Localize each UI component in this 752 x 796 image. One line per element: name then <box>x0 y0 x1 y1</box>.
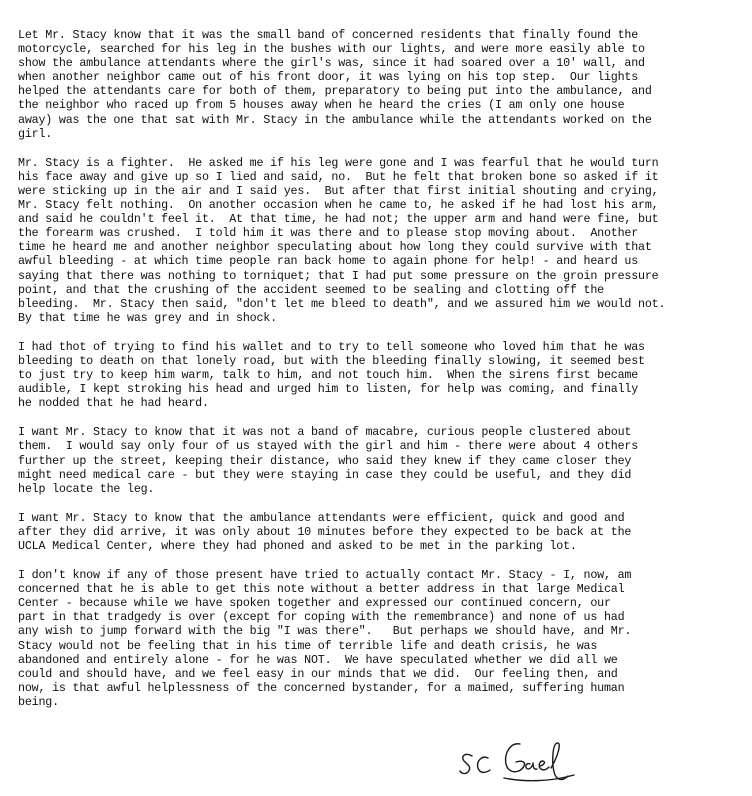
text-line: being. <box>18 694 59 709</box>
text-line: time he heard me and another neighbor speculating about how long they could survive with that <box>18 240 652 255</box>
text-line: might need medical care - but they were staying in case they could be useful, and they did <box>18 467 632 482</box>
text-line: concerned that he is able to get this note without a better address in that large Medical <box>18 582 625 597</box>
text-line: I want Mr. Stacy to know that it was not a band of macabre, curious people clustered about <box>18 425 632 440</box>
text-line: away) was the one that sat with Mr. Stacy in the ambulance while the attendants worked on the <box>18 112 652 127</box>
text-line: helped the attendants care for both of them, preparatory to being put into the ambulance, and <box>18 84 652 99</box>
letter-body <box>18 28 734 724</box>
paragraph-3 <box>18 340 734 410</box>
paragraph-2 <box>18 156 734 325</box>
paragraph-5 <box>18 511 734 553</box>
text-line: I had thot of trying to find his wallet and to try to tell someone who loved him that he was <box>18 339 645 354</box>
text-line: Let Mr. Stacy know that it was the small band of concerned residents that finally found the <box>18 28 639 42</box>
text-line: further up the street, keeping their distance, who said they knew if they came closer they <box>18 453 632 468</box>
text-line: his face away and give up so I lied and said, no. But he felt that broken bone so asked if it <box>18 169 659 184</box>
text-line: after they did arrive, it was only about 10 minutes before they expected to be back at the <box>18 524 632 539</box>
text-line: were sticking up in the air and I said yes. But after that first initial shouting and crying, <box>18 183 659 198</box>
text-line: I want Mr. Stacy to know that the ambulance attendants were efficient, quick and good and <box>18 510 625 525</box>
text-line: bleeding to death on that lonely road, but with the bleeding finally slowing, it seemed best <box>18 353 645 368</box>
paragraph-6 <box>18 568 734 709</box>
text-line: them. I would say only four of us stayed with the girl and him - there were about 4 others <box>18 439 639 454</box>
text-line: Mr. Stacy is a fighter. He asked me if his leg were gone and I was fearful that he would turn <box>18 155 659 170</box>
text-line: girl. <box>18 126 53 141</box>
text-line: help locate the leg. <box>18 481 155 496</box>
text-line: show the ambulance attendants where the girl's was, since it had soared over a 10' wall, and <box>18 56 645 71</box>
text-line: part in that tradgedy is over (except for coping with the remembrance) and none of us had <box>18 610 625 625</box>
text-line: I don't know if any of those present have tried to actually contact Mr. Stacy - I, now, am <box>18 568 632 583</box>
text-line: and said he couldn't feel it. At that time, he had not; the upper arm and hand were fine, but <box>18 212 659 227</box>
text-line: Center - because while we have spoken together and expressed our continued concern, our <box>18 596 611 611</box>
text-line: now, is that awful helplessness of the concerned bystander, for a maimed, suffering human <box>18 680 625 695</box>
text-line: UCLA Medical Center, where they had phoned and asked to be met in the parking lot. <box>18 539 577 553</box>
text-line: point, and that the crushing of the accident seemed to be sealing and clotting off the <box>18 282 604 297</box>
text-line: he nodded that he had heard. <box>18 396 209 411</box>
text-line: By that time he was grey and in shock. <box>18 310 277 325</box>
text-line: awful bleeding - at which time people ran back home to again phone for help! - and heard us <box>18 254 639 269</box>
text-line: could and should have, and we feel easy in our minds that we did. Our feeling then, and <box>18 666 618 681</box>
paragraph-1 <box>18 28 734 141</box>
text-line: audible, I kept stroking his head and urged him to listen, for help was coming, and finally <box>18 382 639 397</box>
text-line: Stacy would not be feeling that in his time of terrible life and death crisis, he was <box>18 638 598 653</box>
text-line: to just try to keep him warm, talk to him, and not touch him. When the sirens first became <box>18 368 639 383</box>
text-line: any wish to jump forward with the big "I was there". But perhaps we should have, and Mr. <box>18 624 632 639</box>
text-line: bleeding. Mr. Stacy then said, "don't let me bleed to death", and we assured him we would not. <box>18 296 666 311</box>
text-line: Mr. Stacy felt nothing. On another occasion when he came to, he asked if he had lost his arm, <box>18 198 659 213</box>
text-line: motorcycle, searched for his leg in the bushes with our lights, and were more easily able to <box>18 42 645 57</box>
text-line: abandoned and entirely alone - for he was NOT. We have speculated whether we did all we <box>18 652 618 667</box>
text-line: the forearm was crushed. I told him it was there and to please stop moving about. Another <box>18 226 639 241</box>
text-line: saying that there was nothing to torniquet; that I had put some pressure on the groin pressure <box>18 268 659 283</box>
paragraph-4 <box>18 425 734 495</box>
text-line: when another neighbor came out of his front door, it was lying on his top step. Our lights <box>18 70 639 85</box>
text-line: the neighbor who raced up from 5 houses away when he heard the cries (I am only one house <box>18 98 625 113</box>
handwritten-signature <box>458 738 588 786</box>
